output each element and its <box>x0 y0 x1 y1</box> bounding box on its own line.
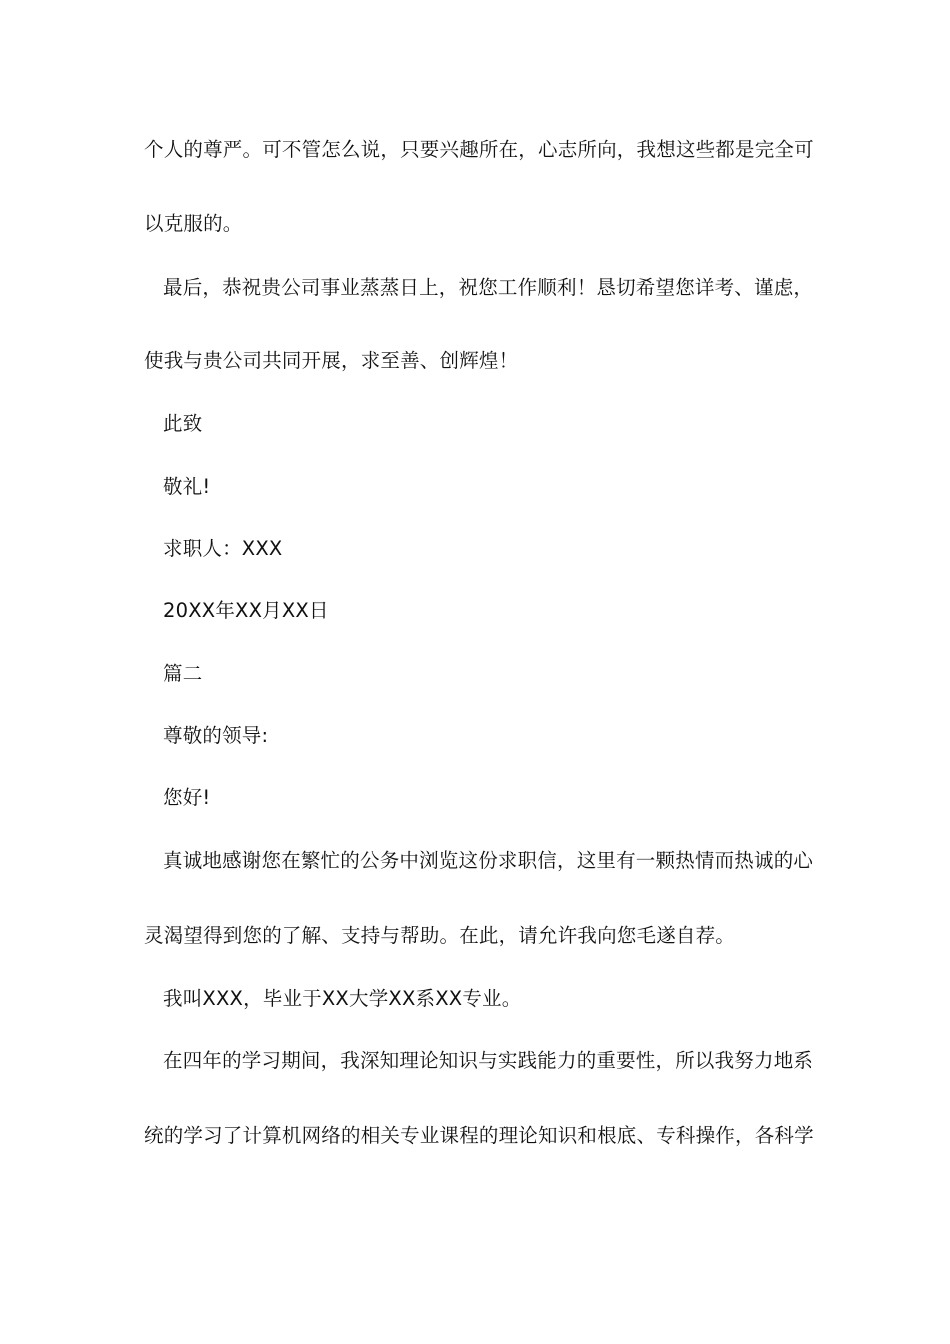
paragraph-line: 以克服的。 <box>144 212 243 235</box>
closing-line: 此致 <box>163 412 203 435</box>
section-title: 篇二 <box>163 662 203 685</box>
greeting-line: 尊敬的领导: <box>163 724 269 747</box>
paragraph-line: 统的学习了计算机网络的相关专业课程的理论知识和根底、专科操作，各科学 <box>144 1124 814 1147</box>
applicant-line: 求职人：XXX <box>163 537 283 560</box>
paragraph-line: 使我与贵公司共同开展，求至善、创辉煌！ <box>144 349 519 372</box>
paragraph-line: 真诚地感谢您在繁忙的公务中浏览这份求职信，这里有一颗热情而热诚的心 <box>163 849 814 872</box>
paragraph-line: 个人的尊严。可不管怎么说，只要兴趣所在，心志所向，我想这些都是完全可 <box>144 138 814 161</box>
paragraph-line: 灵渴望得到您的了解、支持与帮助。在此，请允许我向您毛遂自荐。 <box>144 924 736 947</box>
paragraph-line: 最后，恭祝贵公司事业蒸蒸日上，祝您工作顺利！恳切希望您详考、谨虑， <box>163 276 814 299</box>
date-line: 20XX年XX月XX日 <box>163 599 329 622</box>
greeting-line: 您好! <box>163 786 211 809</box>
paragraph-line: 在四年的学习期间，我深知理论知识与实践能力的重要性，所以我努力地系 <box>163 1049 814 1072</box>
paragraph-line: 我叫XXX，毕业于XX大学XX系XX专业。 <box>163 987 522 1010</box>
salutation-line: 敬礼! <box>163 475 211 498</box>
